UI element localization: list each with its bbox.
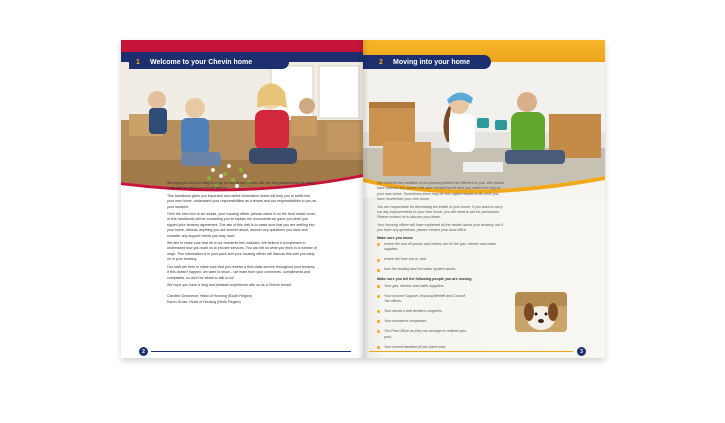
- list-item: Your Income Support, Housing Benefit and Council Tax offices.: [377, 294, 469, 305]
- paragraph: We hope you found it easy to apply for one of our homes. We are very pleased that we have been able to offer you a home with us.: [167, 181, 314, 191]
- section-title: Moving into your home: [393, 58, 470, 66]
- list-item: Your current landlord (if you have one).: [377, 345, 469, 350]
- left-page: [121, 40, 363, 358]
- list-item: Your insurance companies.: [377, 319, 469, 324]
- section-number: 1: [136, 58, 140, 66]
- right-page: [363, 40, 605, 358]
- paragraph: Over the next four to six weeks, your housing officer (whose name is on the front inside cover of this handbook) will be contacting you to explain the documents we gave you when you signed your tenancy agreement. The aim of this visit is to make sure that you are settling into your home, discuss anything you are worried about, answer any questions you have and consider any support needs you may have.: [167, 212, 316, 238]
- list-item: The Post Office as they can arrange to redirect your post.: [377, 329, 469, 340]
- paragraph: We hope you have a long and pleasant experience with us as a Chevin tenant.: [167, 282, 293, 287]
- page-number-right: 3: [577, 347, 586, 356]
- dog-photo: [515, 292, 567, 332]
- list-item: where the fuse box is; and: [377, 257, 507, 262]
- paragraph: We checked the condition of the property before we offered it to you. We should have finished any repairs that were needed by the time you collect the keys to your new home. Sometimes there may be non-urgent repairs to do once you have moved into your new home.: [377, 181, 504, 202]
- right-footer-rule: [369, 351, 573, 352]
- right-body-text: [377, 181, 507, 355]
- page-number-left: 2: [139, 347, 148, 356]
- left-section-tab: [129, 55, 289, 69]
- section-title: Welcome to your Chevin home: [150, 58, 253, 66]
- list-item: Your doctor's and dentist's surgeries.: [377, 309, 469, 314]
- section-number: 2: [379, 58, 383, 66]
- brochure-spread: [121, 40, 605, 358]
- tell-list: [377, 284, 469, 350]
- left-footer-rule: [151, 351, 351, 352]
- left-body-text: [167, 181, 317, 307]
- tell-heading: Make sure you tell the following people you are moving.: [377, 277, 473, 282]
- paragraph: You are responsible for decorating the inside of your home. If you want to carry out any improvements to your new home, you will need to ask for permission. Please contact us to discuss your ideas.: [377, 204, 503, 220]
- make-sure-list: [377, 242, 507, 273]
- paragraph: Our staff are here to make sure that you receive a first-class service throughout your tenancy. If this doesn't happen, we want to know – we learn from your comments, compliments and complaints, so don't be afraid to talk to us!: [167, 264, 316, 280]
- paragraph: Your housing officer will have explained all the details about your tenancy, but if you have any questions, please contact your local office.: [377, 222, 503, 233]
- signature: Caroline Grosvenor, Head of Housing (South Region): [167, 294, 252, 299]
- list-item: where the turn-off points and meters are for the gas, electric and water supplies;: [377, 242, 507, 253]
- signature: Karen Gruse, Head of Housing (North Region): [167, 299, 241, 304]
- make-sure-heading: Make sure you know:: [377, 235, 414, 240]
- paragraph: This handbook gives you important and useful information which will help you to settle into your new home, understand your responsibilities as a tenant and our responsibilities to you as your landlord.: [167, 193, 317, 209]
- right-section-tab: [363, 55, 491, 69]
- list-item: Your gas, electric and water suppliers.: [377, 284, 469, 289]
- paragraph: We aim to make sure that all of our residents feel included. We believe it is important to understand how you want us to provide services. You can tell us what you think in a number of ways. This information is in your pack and your housing officer will discuss this with you early on in your tenancy.: [167, 241, 317, 262]
- list-item: how the heating and hot-water system works.: [377, 267, 507, 272]
